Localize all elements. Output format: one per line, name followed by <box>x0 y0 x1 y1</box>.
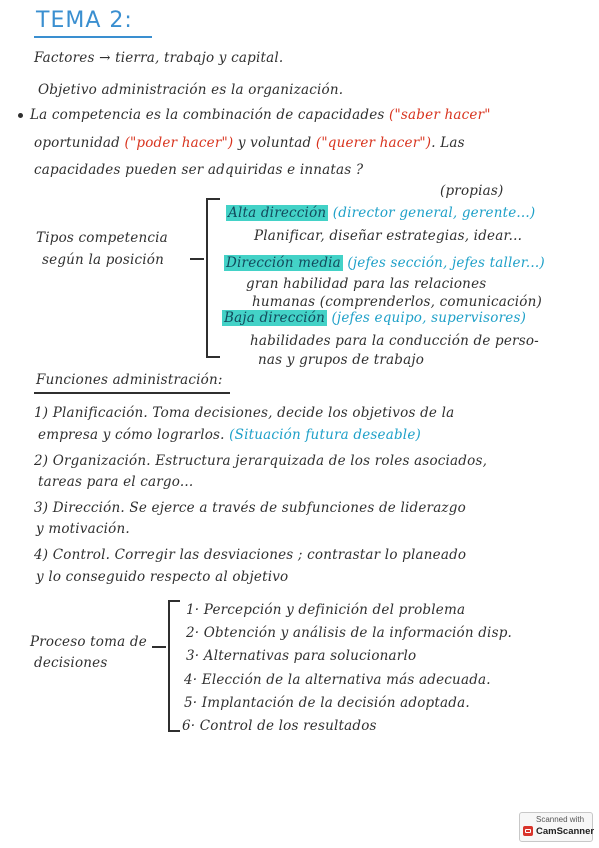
poder-hacer: ("poder hacer") <box>124 135 234 151</box>
competencia-line-3: capacidades pueden ser adquiridas e innatas ? <box>34 162 364 178</box>
tipos-label-1: Tipos competencia <box>36 230 168 246</box>
competencia-line-1 <box>30 107 491 123</box>
tipos-dash <box>190 258 204 260</box>
intro-line-2: Objetivo administración es la organización. <box>38 82 344 98</box>
page-title: TEMA 2: <box>36 8 133 33</box>
intro-line-1: Factores → tierra, trabajo y capital. <box>34 50 284 66</box>
funcion-1-line-2 <box>38 427 421 443</box>
alta-direccion-examples: (director general, gerente...) <box>328 205 536 221</box>
proceso-step-4: 4· Elección de la alternativa más adecuada. <box>184 672 491 688</box>
competencia-text: La competencia es la combinación de capacidades <box>30 107 390 123</box>
tipos-label-2: según la posición <box>42 252 165 268</box>
tipos-brace-bottom <box>206 356 220 358</box>
funcion-4-line-1: 4) Control. Corregir las desviaciones ; contrastar lo planeado <box>34 547 467 563</box>
proceso-label-1: Proceso toma de <box>30 634 147 650</box>
camscanner-text: CamScanner <box>536 826 595 837</box>
voluntad-text: y voluntad <box>233 135 316 151</box>
bullet-dot <box>18 113 23 118</box>
alta-direccion-label: Alta dirección <box>228 205 327 221</box>
competencia-line-2 <box>34 135 465 151</box>
baja-direccion-label: Baja dirección <box>224 310 325 326</box>
proceso-step-2: 2· Obtención y análisis de la información disp. <box>186 625 513 641</box>
direccion-media-desc-1: gran habilidad para las relaciones <box>246 276 487 292</box>
direccion-media-examples: (jefes sección, jefes taller...) <box>342 255 545 271</box>
camscanner-badge <box>519 812 593 842</box>
scanned-with-text: Scanned with <box>536 815 585 824</box>
baja-direccion-examples: (jefes equipo, supervisores) <box>326 310 527 326</box>
querer-hacer: ("querer hacer") <box>315 135 432 151</box>
baja-direccion-desc-1: habilidades para la conducción de perso- <box>250 333 539 349</box>
alta-direccion-desc: Planificar, diseñar estrategias, idear... <box>254 228 523 244</box>
direccion-media-desc-2: humanas (comprenderlos, comunicación) <box>252 294 542 310</box>
baja-direccion-desc-2: nas y grupos de trabajo <box>258 352 425 368</box>
funcion-3-line-1: 3) Dirección. Se ejerce a través de subfunciones de liderazgo <box>34 500 466 516</box>
proceso-dash <box>152 646 166 648</box>
camscanner-logo-icon <box>523 826 533 836</box>
tipos-brace-top <box>206 198 220 200</box>
proceso-brace-top <box>168 600 180 602</box>
funcion-3-line-2: y motivación. <box>36 521 130 537</box>
funcion-4-line-2: y lo conseguido respecto al objetivo <box>36 569 289 585</box>
direccion-media-label: Dirección media <box>226 255 341 271</box>
funcion-2-line-1: 2) Organización. Estructura jerarquizada de los roles asociados, <box>34 453 488 469</box>
proceso-label-2: decisiones <box>34 655 108 671</box>
alta-direccion <box>226 205 535 221</box>
oportunidad-text: oportunidad <box>34 135 125 151</box>
proceso-step-5: 5· Implantación de la decisión adoptada. <box>184 695 470 711</box>
title-underline <box>34 36 152 38</box>
tipos-brace <box>206 198 208 358</box>
funciones-heading: Funciones administración: <box>36 372 223 388</box>
funcion-2-line-2: tareas para el cargo... <box>38 474 194 490</box>
direccion-media <box>224 255 545 271</box>
proceso-step-1: 1· Percepción y definición del problema <box>186 602 466 618</box>
funciones-underline <box>34 392 230 394</box>
saber-hacer: ("saber hacer" <box>389 107 491 123</box>
proceso-step-6: 6· Control de los resultados <box>182 718 377 734</box>
proceso-brace-bottom <box>168 730 180 732</box>
competencia-line-4: (propias) <box>440 183 504 199</box>
baja-direccion <box>222 310 526 326</box>
proceso-step-3: 3· Alternativas para solucionarlo <box>186 648 417 664</box>
las-text: . Las <box>431 135 465 151</box>
situacion-futura: (Situación futura deseable) <box>229 427 421 443</box>
funcion-1-text: empresa y cómo lograrlos. <box>38 427 230 443</box>
proceso-brace <box>168 600 170 732</box>
funcion-1-line-1: 1) Planificación. Toma decisiones, decide los objetivos de la <box>34 405 455 421</box>
